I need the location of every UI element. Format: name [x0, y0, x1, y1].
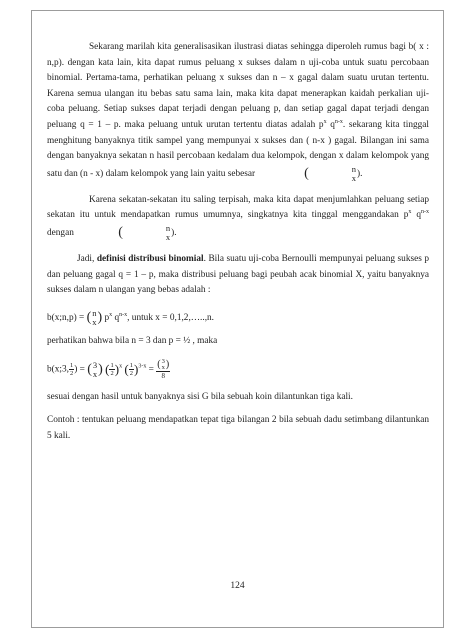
document-body [47, 40, 429, 444]
superscript-n-minus-x: n-x [334, 118, 343, 125]
note-line: perhatikan bahwa bila n = 3 dan p = ½ , maka [47, 335, 218, 346]
binomial-coefficient: ( 3 x ) [87, 359, 103, 379]
superscript-n-minus-x: n-x [421, 209, 429, 216]
fraction-half: $\frac{1}{2}$ [129, 362, 133, 378]
definition-text: . Bila suatu uji-coba Bernoulli mempunyai peluang sukses p dan peluang gagal q = 1 – p, maka distribusi peluang bagi peubah acak binomial X, yaitu banyaknya sukses dalam n ulangan yang bebas adalah : [47, 253, 429, 296]
superscript-x: x [323, 118, 327, 125]
paragraph-1-end: ). [357, 168, 363, 179]
paragraph-generalisation [47, 40, 429, 183]
paragraph-2-after: dengan [47, 228, 74, 239]
fraction-half: $\frac{1}{2}$ [110, 362, 114, 378]
definition-term: definisi distribusi binomial [96, 253, 204, 264]
paragraph-sum-partitions [47, 193, 429, 242]
superscript-3-minus-x: 3-x [138, 363, 147, 370]
formula-lhs-end: ) = [74, 364, 85, 375]
paragraph-2-text: Karena sekatan-sekatan itu saling terpisah, maka kita dapat menjumlahkan peluang setiap sekatan itu untuk mendapatkan rumus umumnya, singkatnya kita tinggal menggandakan p [47, 194, 429, 221]
q-symbol: q [411, 210, 421, 221]
formula-range: , untuk x = 0,1,2,…..,n. [127, 312, 215, 323]
formula-lhs: b(x;n,p) = [47, 312, 85, 323]
equals-sign: = [146, 364, 154, 375]
superscript-n-minus-x: n-x [119, 311, 128, 318]
paragraph-2-end: ). [171, 228, 177, 239]
binomial-coefficient: ( n x [118, 222, 171, 242]
paragraph-coin-conclusion: sesuai dengan hasil untuk banyaknya sisi G bila sebuah koin dilantunkan tiga kali. [47, 392, 353, 403]
superscript-x: x [408, 209, 412, 216]
paragraph-definition [47, 252, 429, 299]
superscript-x: x [119, 363, 123, 370]
q-symbol: q [112, 312, 120, 323]
paragraph-1-text: Sekarang marilah kita generalisasikan ilustrasi diatas sehingga diperoleh rumus bagi b( x : n,p). dengan kata lain, kita dapat rumus peluang x sukses dalam n uji-coba untuk suatu percobaan binomial. Pertama-tama, perhatikan peluang x sukses dan n – x gagal dalam suatu urutan tertentu. Karena semua ulangan itu bebas satu sama lain, maka kita dapat menerapkan kaidah perkalian uji-coba peluang. Setiap sukses dapat terjadi dengan peluang p, dan setiap gagal dapat terjadi dengan peluang q = 1 – p. maka peluang untuk urutan tertentu diatas adalah p [47, 42, 429, 130]
superscript-x: x [109, 311, 113, 318]
paragraph-example: Contoh : tentukan peluang mendapatkan tepat tiga bilangan 2 bila sebuah dadu setimbang dilantunkan 5 kali. [47, 414, 429, 441]
formula-lhs: b(x;3, [47, 364, 69, 375]
p-symbol: p [102, 312, 110, 323]
paragraph-1-rest: . sekarang kita tinggal menghitung banyaknya titik sampel yang mempunyai x sukses dan ( n-x ) gagal. Bilangan ini sama dengan banyaknya sekatan n hasil percobaan kedalam dua kelompok, dengan x dalam kelompok yang satu dan (n - x) dalam kelompok yang lain yaitu sebesar [47, 119, 429, 179]
binomial-formula [47, 309, 429, 327]
result-fraction: ( 3 x ) 8 [157, 358, 170, 381]
definition-lead: Jadi, [77, 253, 97, 264]
fraction-half: $\frac{1}{2}$ [69, 362, 74, 378]
binomial-coefficient: ( n x [304, 163, 356, 183]
q-symbol: q [326, 119, 335, 130]
page-number: 124 [230, 581, 245, 591]
binomial-coefficient: ( n x ) [86, 307, 103, 327]
example-formula: b(x;3, $\frac{1}{2}$ ) = ( 3 x ) ( $\frac{1}{2}$ )$^x$ ( $\frac{1}{2}$ )$^{3-x}$ = ( 3 x ) 8 [47, 358, 170, 381]
